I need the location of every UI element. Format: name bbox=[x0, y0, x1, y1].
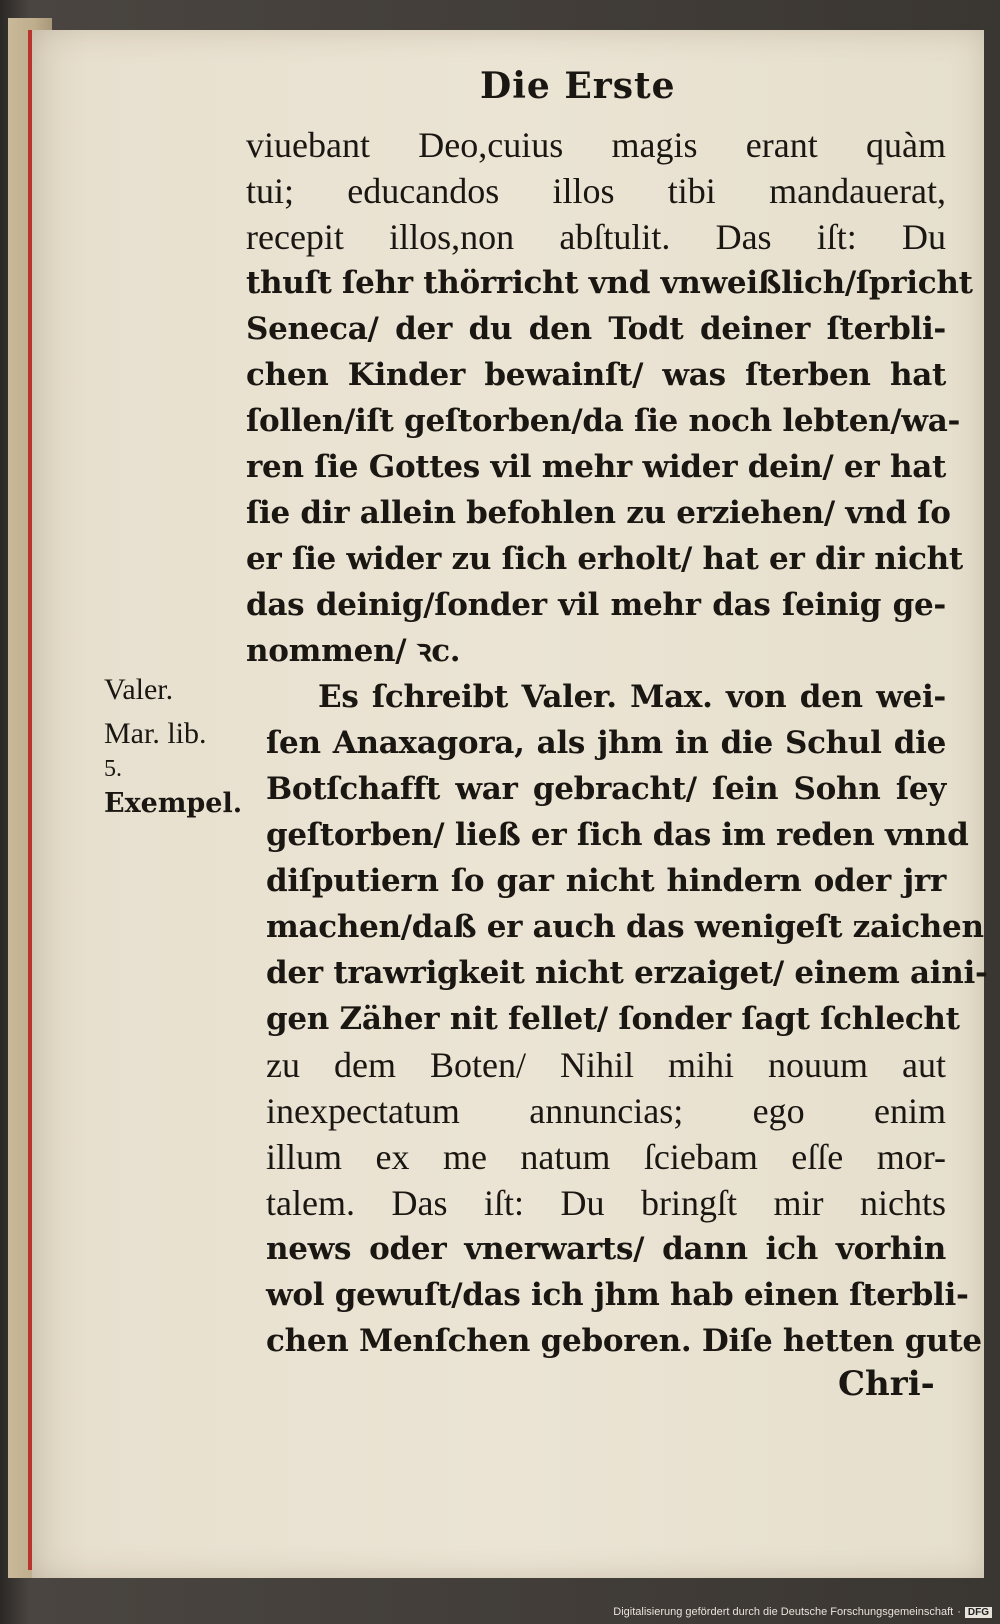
text-line: news oder vnerwarts/ dann ich vorhin bbox=[266, 1231, 946, 1267]
text-line: geſtorben/ ließ er ſich das im reden vnnd bbox=[266, 817, 969, 853]
text-line: der trawrigkeit nicht erzaiget/ einem aini- bbox=[266, 955, 988, 991]
text-line: ren ſie Gottes vil mehr wider dein/ er hat bbox=[246, 449, 946, 485]
text-line: wol gewuſt/das ich jhm hab einen ſterbli- bbox=[266, 1277, 969, 1313]
text-line: nommen/ ꝛc. bbox=[246, 633, 461, 669]
margin-note-line: Exempel. bbox=[104, 788, 243, 819]
margin-note-line: 5. bbox=[104, 756, 122, 782]
text-line: ſollen/iſt geſtorben/da ſie noch lebten/wa- bbox=[246, 403, 961, 439]
text-line: thuſt ſehr thörricht vnd vnweißlich/ſpricht bbox=[246, 265, 973, 301]
text-line: er ſie wider zu ſich erholt/ hat er dir nicht bbox=[246, 541, 963, 577]
text-line: recepit illos,non abſtulit. Das iſt: Du bbox=[246, 217, 946, 257]
text-line: Seneca/ der du den Todt deiner ſterbli- bbox=[246, 311, 946, 347]
text-line: chen Kinder bewainſt/ was ſterben hat bbox=[246, 357, 946, 393]
margin-note-line: Valer. bbox=[104, 673, 174, 706]
dfg-logo-icon: DFG bbox=[965, 1607, 992, 1618]
catchword: Chri- bbox=[838, 1364, 935, 1404]
text-line: ſie dir allein befohlen zu erziehen/ vnd ſo bbox=[246, 495, 951, 531]
margin-note-line: Mar. lib. bbox=[104, 717, 207, 750]
text-line: gen Zäher nit fellet/ ſonder ſagt ſchlecht bbox=[266, 1001, 960, 1037]
running-header: Die Erste bbox=[480, 65, 676, 107]
text-line: talem. Das iſt: Du bringſt mir nichts bbox=[266, 1183, 946, 1223]
text-line: Botſchafft war gebracht/ ſein Sohn ſey bbox=[266, 771, 946, 807]
text-line: viuebant Deo,cuius magis erant quàm bbox=[246, 125, 946, 165]
footer-credit: Digitalisierung gefördert durch die Deutsche Forschungsgemeinschaft bbox=[613, 1606, 954, 1618]
body-text bbox=[246, 122, 988, 1364]
margin-note bbox=[104, 668, 254, 826]
text-line: chen Menſchen geboren. Diſe hetten gute bbox=[266, 1323, 982, 1359]
digitization-footer: Digitalisierung gefördert durch die Deutsche Forschungsgemeinschaft · DFG bbox=[613, 1604, 992, 1620]
text-line: tui; educandos illos tibi mandauerat, bbox=[246, 171, 946, 211]
text-line: inexpectatum annuncias; ego enim bbox=[266, 1091, 946, 1131]
text-line: diſputiern ſo gar nicht hindern oder jrr bbox=[266, 863, 946, 899]
text-line: Es ſchreibt Valer. Max. von den wei- bbox=[318, 679, 946, 715]
text-line: ſen Anaxagora, als jhm in die Schul die bbox=[266, 725, 946, 761]
text-line: machen/daß er auch das wenigeſt zaichen bbox=[266, 909, 984, 945]
text-line: illum ex me natum ſciebam eſſe mor- bbox=[266, 1137, 946, 1177]
text-line: zu dem Boten/ Nihil mihi nouum aut bbox=[266, 1045, 946, 1085]
text-line: das deinig/ſonder vil mehr das ſeinig ge- bbox=[246, 587, 946, 623]
